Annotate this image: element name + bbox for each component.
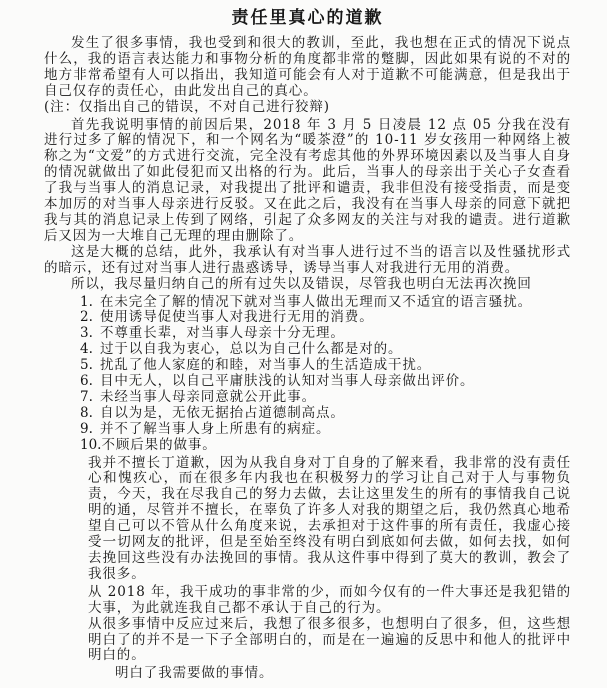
list-text: 过于以自我为衷心，总以为自己什么都是对的。 — [100, 341, 403, 358]
apology-paragraph: 我并不擅长丁道歉，因为从我自身对丁自身的了解来看，我非常的没有责任心和愧疚心，而在很多年内我也在积极努力的学习让自己对于人与事物负责，今天，我在尽我自己的努力去做，去让这里发生的所有的事情我自己说明的通，尽管并不擅长，在辜负了许多人对我的期望之后，我仍然真心地希望自己可以不管从什么角度来说，去承担对于这件事的所有责任，我虚心接受一切网友的批评，但是至始至终没有明白到底如何去做，如何去找，如何去挽回这些没有办法挽回的事情。我从这件事中得到了莫大的教训，教会了我很多。 — [88, 454, 571, 582]
list-number: 8. — [80, 404, 93, 421]
background-paragraph: 首先我说明事情的前因后果，2018 年 3 月 5 日凌晨 12 点 05 分我在没有进行过多了解的情况下，和一个网名为“暖茶澄”的 10-11 岁女孩用一种网络上被称之为“文爱”的方式进行交流，完全没有考虑其他的外界环境因素以及当事人自身的情况就做出了如此侵犯而又出格的行为。此后，当事人的母亲出于关心子女查看了我与当事人的消息记录，对我提出了批评和谴责，我非但没有接受指责，而是变本加厉的对当事人母亲进行反驳。又在此之后，我没有在当事人母亲的同意下就把我与其的消息记录上传到了网络，引起了众多网友的关注与对我的谴责。进行道歉后又因为一大堆自己无理的理由删除了。 — [44, 116, 571, 244]
list-number: 3. — [80, 325, 93, 342]
apology-section — [88, 456, 571, 683]
list-number: 2. — [80, 309, 93, 326]
summary-paragraph: 这是大概的总结，此外，我承认有对当事人进行过不当的语言以及性骚扰形式的暗示，还有过对当事人进行蛊惑诱导，诱导当事人对我进行无用的消费。 — [44, 243, 571, 276]
note-line: (注：仅指出自己的错误，不对自己进行狡辩) — [44, 98, 330, 115]
list-text: 目中无人，以自己平庸肤浅的认知对当事人母亲做出评价。 — [100, 373, 475, 390]
list-text: 自以为是，无依无据抬占道德制高点。 — [100, 404, 345, 421]
list-item — [80, 326, 571, 342]
list-number: 10. — [80, 436, 102, 453]
document-title: 责任里真心的道歉 — [231, 8, 384, 28]
list-item — [80, 374, 571, 390]
list-item — [80, 342, 571, 358]
list-text: 使用诱导促使当事人对我进行无用的消费。 — [100, 309, 374, 326]
list-intro-paragraph: 所以，我尽量归纳自己的所有过失以及错误，尽管我也明白无法再次挽回 — [71, 275, 532, 292]
list-item — [80, 310, 571, 326]
intro-paragraph: 发生了很多事情，我也受到和很大的教训，至此，我也想在正式的情况下说点什么，我的语言表达能力和事物分析的角度都非常的蹩脚，因此如果有说的不对的地方非常希望有人可以指出，我知道可能会有人对于道歉不可能满意，但是我出于自己仅存的责任心，由此发出自己的真心。 — [44, 35, 571, 99]
list-item — [80, 390, 571, 406]
list-item — [80, 438, 571, 454]
reflection-paragraph: 从很多事情中反应过来后，我想了很多很多，也想明白了很多，但，这些想明白了的并不是一下子全部明白的，而是在一遍遍的反思中和他人的批评中明白的。 — [88, 615, 571, 664]
closing-line: 明白了我需要做的事情。 — [115, 665, 274, 682]
list-text: 并不了解当事人身上所患有的病症。 — [100, 420, 331, 437]
list-item — [80, 358, 571, 374]
list-number: 6. — [80, 373, 93, 390]
fault-list — [80, 295, 571, 454]
list-number: 4. — [80, 341, 93, 358]
list-number: 1. — [80, 293, 93, 310]
list-text: 未经当事人母亲同意就公开此事。 — [100, 388, 316, 405]
list-item — [80, 406, 571, 422]
list-text: 扰乱了他人家庭的和睦，对当事人的生活造成干扰。 — [100, 357, 432, 374]
list-item — [80, 422, 571, 438]
list-text: 不尊重长辈，对当事人母亲十分无理。 — [100, 325, 345, 342]
list-text: 不顾后果的做事。 — [101, 436, 217, 453]
list-number: 5. — [80, 357, 93, 374]
list-number: 9. — [80, 420, 93, 437]
list-text: 在未完全了解的情况下就对当事人做出无理而又不适宜的语言骚扰。 — [100, 293, 532, 310]
list-number: 7. — [80, 388, 93, 405]
year-paragraph: 从 2018 年，我干成功的事非常的少，而如今仅有的一件大事还是我犯错的大事，为此就连我自己都不承认于自己的行为。 — [88, 583, 571, 616]
